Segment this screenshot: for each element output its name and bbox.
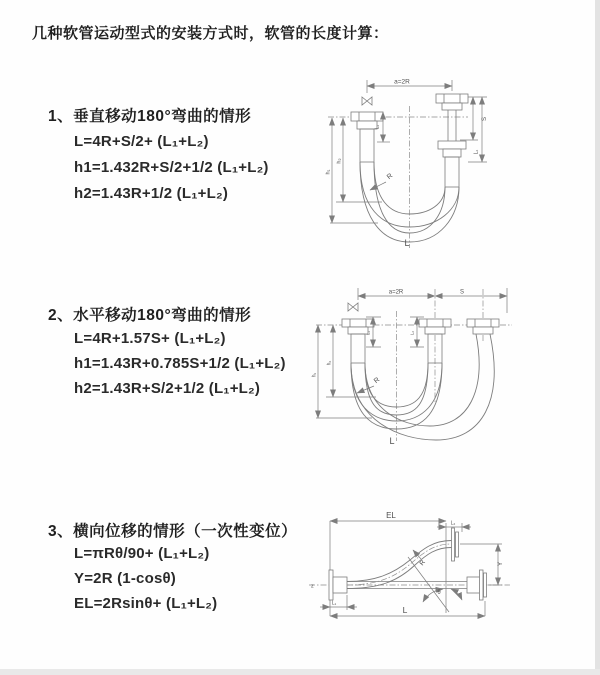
top-dimension: [367, 79, 452, 94]
upper-right-flange: [452, 528, 459, 561]
centerlines: [325, 106, 468, 248]
section1-formula-1: L=4R+S/2+ (L₁+L₂): [74, 133, 209, 150]
section2-formula-2: h1=1.43R+0.785S+1/2 (L₁+L₂): [74, 355, 286, 372]
right-dimensions: [460, 97, 488, 162]
section2-formula-1: L=4R+1.57S+ (L₁+L₂): [74, 330, 226, 347]
left-dimensions: [326, 118, 383, 223]
dim-label-l1: L₁: [331, 600, 337, 607]
left-dimensions: [312, 325, 377, 418]
dim-label-a2r: a=2R: [388, 289, 404, 296]
dim-label-l1: L₁: [365, 330, 371, 336]
radius-label: R: [385, 172, 395, 182]
section3-formula-3: EL=2Rsinθ+ (L₁+L₂): [74, 595, 218, 612]
braided-hose-section: [445, 157, 459, 187]
section3-formula-1: L=πRθ/90+ (L₁+L₂): [74, 545, 210, 562]
axis-mark: z: [311, 583, 314, 590]
section3-heading: 3、横向位移的情形（一次性变位）: [48, 523, 298, 540]
vertical-180-bend-diagram: [320, 76, 560, 256]
dim-label-a2r: a=2R: [394, 78, 410, 86]
radius-callout: [370, 173, 394, 190]
lateral-displacement-diagram: [305, 503, 570, 628]
section1-formula-3: h2=1.43R+1/2 (L₁+L₂): [74, 185, 229, 202]
section1-heading: 1、垂直移动180°弯曲的情形: [48, 108, 252, 125]
scan-edge-right: [595, 0, 600, 675]
horizontal-180-bend-diagram: [312, 283, 562, 449]
radius-label: R: [372, 376, 382, 386]
scan-edge-bottom: [0, 669, 600, 675]
dim-label-y: Y: [497, 561, 504, 567]
left-pipe-fitting: [342, 319, 374, 363]
el-dimension: [330, 511, 446, 616]
length-label: L: [404, 238, 410, 248]
angle-label: θ: [437, 590, 441, 596]
dim-label-h2: h₂: [336, 158, 343, 164]
top-dimension: [358, 288, 507, 313]
l-dimension: [330, 601, 485, 616]
left-flange: [329, 570, 347, 600]
valve-icon: [348, 303, 358, 311]
dim-label-h1: h₁: [311, 372, 318, 378]
dim-label-l2: L₂: [409, 330, 415, 336]
right-pipe-fitting: [436, 94, 468, 187]
right-flange: [467, 570, 487, 600]
section1-formula-2: h1=1.432R+S/2+1/2 (L₁+L₂): [74, 159, 269, 176]
dim-label-s: S: [459, 289, 465, 296]
dim-label-l2: L₂: [473, 149, 480, 155]
section2-heading: 2、水平移动180°弯曲的情形: [48, 307, 252, 324]
radius-label: R: [418, 559, 428, 568]
section2-formula-3: h2=1.43R+S/2+1/2 (L₁+L₂): [74, 380, 261, 397]
dim-label-h1: h₁: [325, 169, 332, 175]
section3-formula-2: Y=2R (1-cosθ): [74, 570, 176, 587]
valve-icon: [362, 97, 372, 105]
length-label: L: [389, 436, 395, 446]
dim-label-el: EL: [386, 511, 396, 520]
angle-construction: [408, 557, 462, 612]
right-pipe-fitting: [467, 319, 499, 334]
braided-hose-section: [360, 129, 374, 162]
dim-label-h2: h₂: [326, 360, 333, 366]
braided-hose-section: [351, 334, 365, 363]
dim-label-l1: L₁: [374, 124, 381, 130]
page-title: 几种软管运动型式的安装方式时，软管的长度计算：: [32, 25, 389, 42]
dim-label-l: L: [402, 605, 408, 615]
left-pipe-fitting: [351, 112, 383, 162]
dim-label-s: S: [482, 116, 488, 122]
l1-dimension: [320, 595, 357, 610]
dim-label-l2: L₂: [450, 520, 456, 527]
